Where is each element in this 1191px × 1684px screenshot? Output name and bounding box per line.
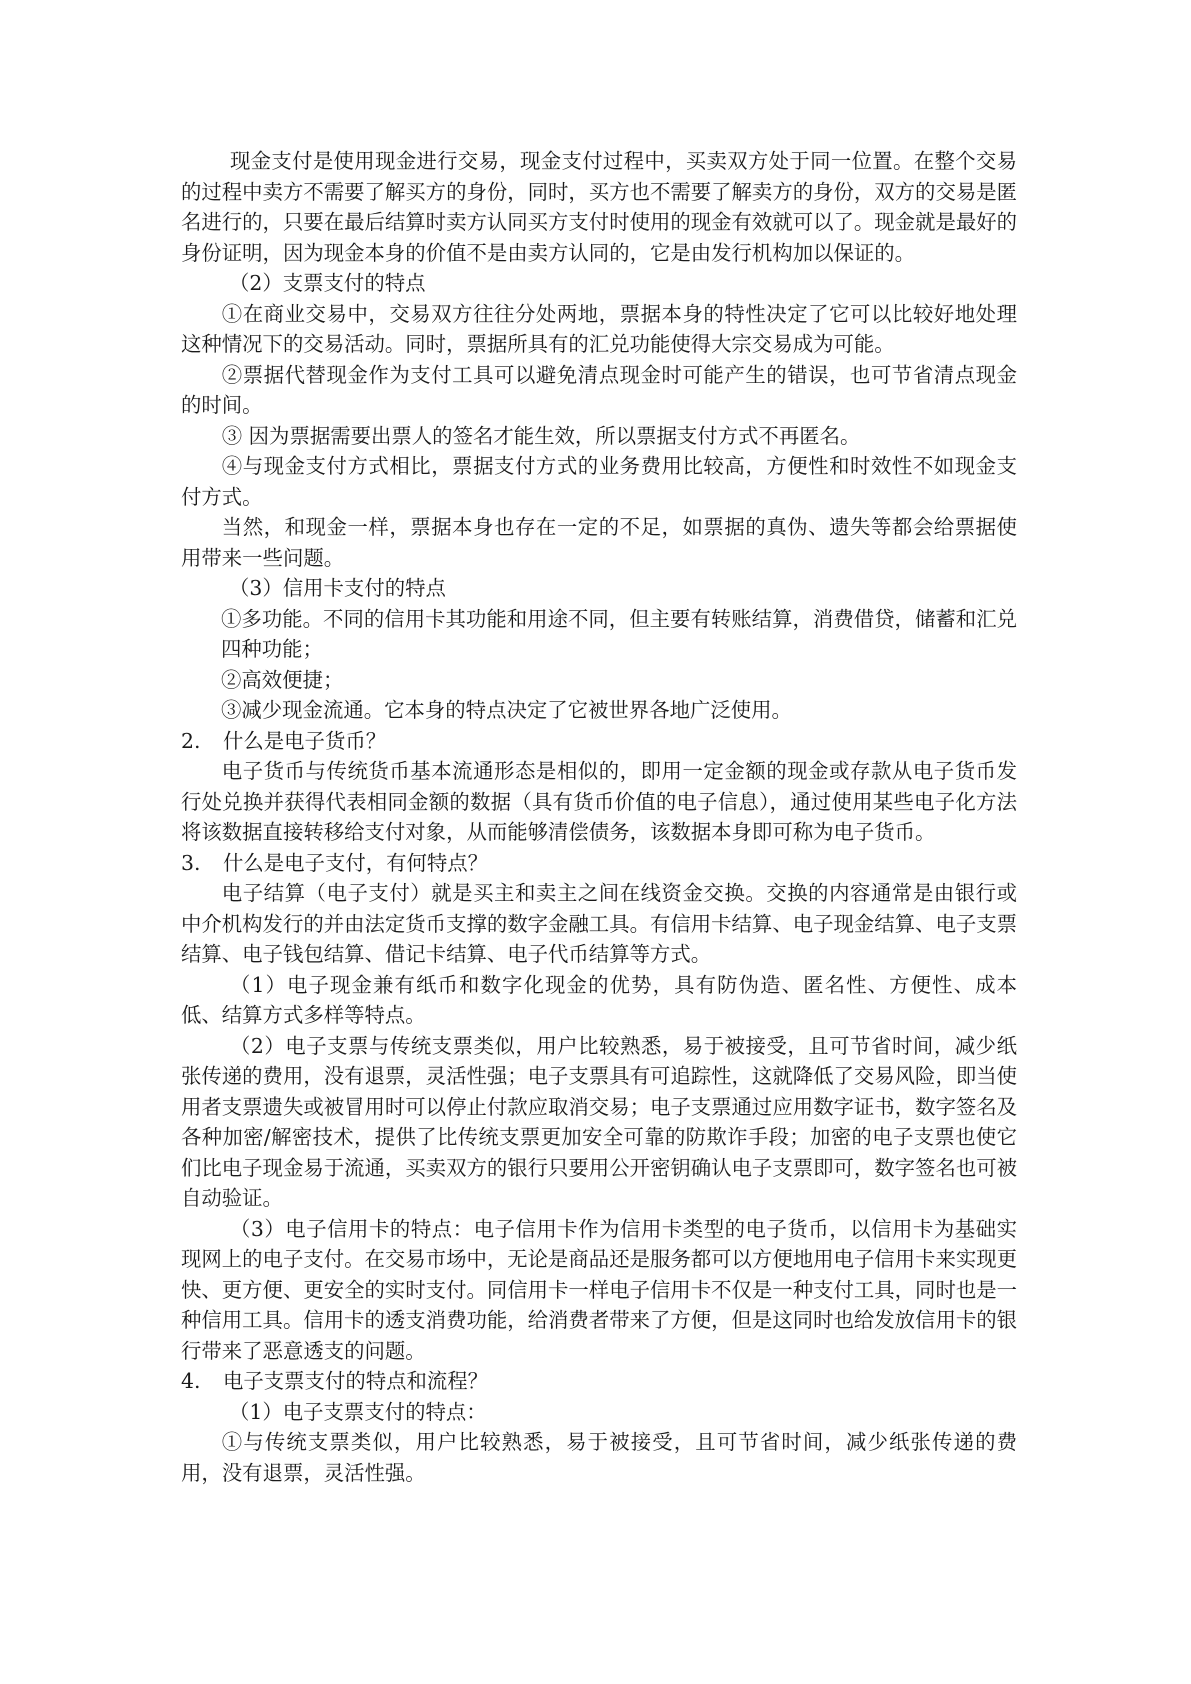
paragraph-e-cash-features: （1）电子现金兼有纸币和数字化现金的优势，具有防伪造、匿名性、方便性、成本低、结算方式多样等特点。 [181, 972, 1017, 1027]
paragraph-e-check-point-1: ①与传统支票类似，用户比较熟悉，易于被接受，且可节省时间，减少纸张传递的费用，没有退票，灵活性强。 [181, 1430, 1017, 1485]
paragraph-e-credit-card-features: （3）电子信用卡的特点：电子信用卡作为信用卡类型的电子货币，以信用卡为基础实现网上的电子支付。在交易市场中，无论是商品还是服务都可以方便地用电子信用卡来实现更快、更方便、更安全的实时支付。同信用卡一样电子信用卡不仅是一种支付工具，同时也是一种信用工具。信用卡的透支消费功能，给消费者带来了方便，但是这同时也给发放信用卡的银行带来了恶意透支的问题。 [181, 1216, 1018, 1363]
paragraph-e-check-features: （2）电子支票与传统支票类似，用户比较熟悉，易于被接受，且可节省时间，减少纸张传递的费用，没有退票，灵活性强；电子支票具有可追踪性，这就降低了交易风险，即当使用者支票遗失或被冒用时可以停止付款应取消交易；电子支票通过应用数字证书，数字签名及各种加密/解密技术，提供了比传统支票更加安全可靠的防欺诈手段；加密的电子支票也使它们比电子现金易于流通，买卖双方的银行只要用公开密钥确认电子支票即可，数字签名也可被自动验证。 [181, 1033, 1018, 1210]
question-number: 3. [181, 850, 201, 875]
subheading-credit-card-payment: （3）信用卡支付的特点 [229, 576, 446, 600]
question-4-heading [181, 1366, 1017, 1397]
paragraph-e-payment-definition: 电子结算（电子支付）就是买主和卖主之间在线资金交换。交换的内容通常是由银行或中介机构发行的并由法定货币支撑的数字金融工具。有信用卡结算、电子现金结算、电子支票结算、电子钱包结算、借记卡结算、电子代币结算等方式。 [181, 881, 1018, 966]
paragraph-cash-payment: 现金支付是使用现金进行交易，现金支付过程中，买卖双方处于同一位置。在整个交易的过程中卖方不需要了解买方的身份，同时，买方也不需要了解卖方的身份，双方的交易是匿名进行的，只要在最后结算时卖方认同买方支付时使用的现金有效就可以了。现金就是最好的身份证明，因为现金本身的价值不是由卖方认同的，它是由发行机构加以保证的。 [181, 149, 1018, 265]
paragraph-credit-point-3: ③减少现金流通。它本身的特点决定了它被世界各地广泛使用。 [221, 698, 792, 722]
question-number: 2. [181, 728, 201, 753]
paragraph-credit-point-2: ②高效便捷； [221, 667, 344, 692]
paragraph-e-money-definition: 电子货币与传统货币基本流通形态是相似的，即用一定金额的现金或存款从电子货币发行处兑换并获得代表相同金额的数据（具有货币价值的电子信息），通过使用某些电子化方法将该数据直接转移给支付对象，从而能够清偿债务，该数据本身即可称为电子货币。 [181, 759, 1017, 844]
paragraph-check-point-3: ③ 因为票据需要出票人的签名才能生效，所以票据支付方式不再匿名。 [221, 423, 861, 448]
paragraph-check-point-2: ②票据代替现金作为支付工具可以避免清点现金时可能产生的错误，也可节省清点现金的时间。 [181, 362, 1017, 417]
subheading-check-payment: （2）支票支付的特点 [229, 271, 426, 295]
question-3-heading [181, 848, 1017, 879]
paragraph-check-shortcomings: 当然，和现金一样，票据本身也存在一定的不足，如票据的真伪、遗失等都会给票据使用带来一些问题。 [181, 515, 1017, 570]
question-number: 4. [181, 1369, 201, 1393]
question-text: 什么是电子货币？ [223, 728, 387, 753]
question-text: 电子支票支付的特点和流程？ [223, 1369, 489, 1393]
paragraph-credit-point-1: ①多功能。不同的信用卡其功能和用途不同，但主要有转账结算，消费借贷，储蓄和汇兑四种功能； [221, 606, 1017, 661]
document-body [181, 146, 1017, 1488]
question-2-heading [181, 726, 1017, 757]
paragraph-check-point-4: ④与现金支付方式相比，票据支付方式的业务费用比较高，方便性和时效性不如现金支付方式。 [181, 454, 1017, 509]
paragraph-check-point-1: ①在商业交易中，交易双方往往分处两地，票据本身的特性决定了它可以比较好地处理这种情况下的交易活动。同时，票据所具有的汇兑功能使得大宗交易成为可能。 [181, 301, 1017, 356]
question-text: 什么是电子支付，有何特点？ [223, 850, 489, 875]
subheading-e-check-features: （1）电子支票支付的特点： [229, 1399, 487, 1424]
